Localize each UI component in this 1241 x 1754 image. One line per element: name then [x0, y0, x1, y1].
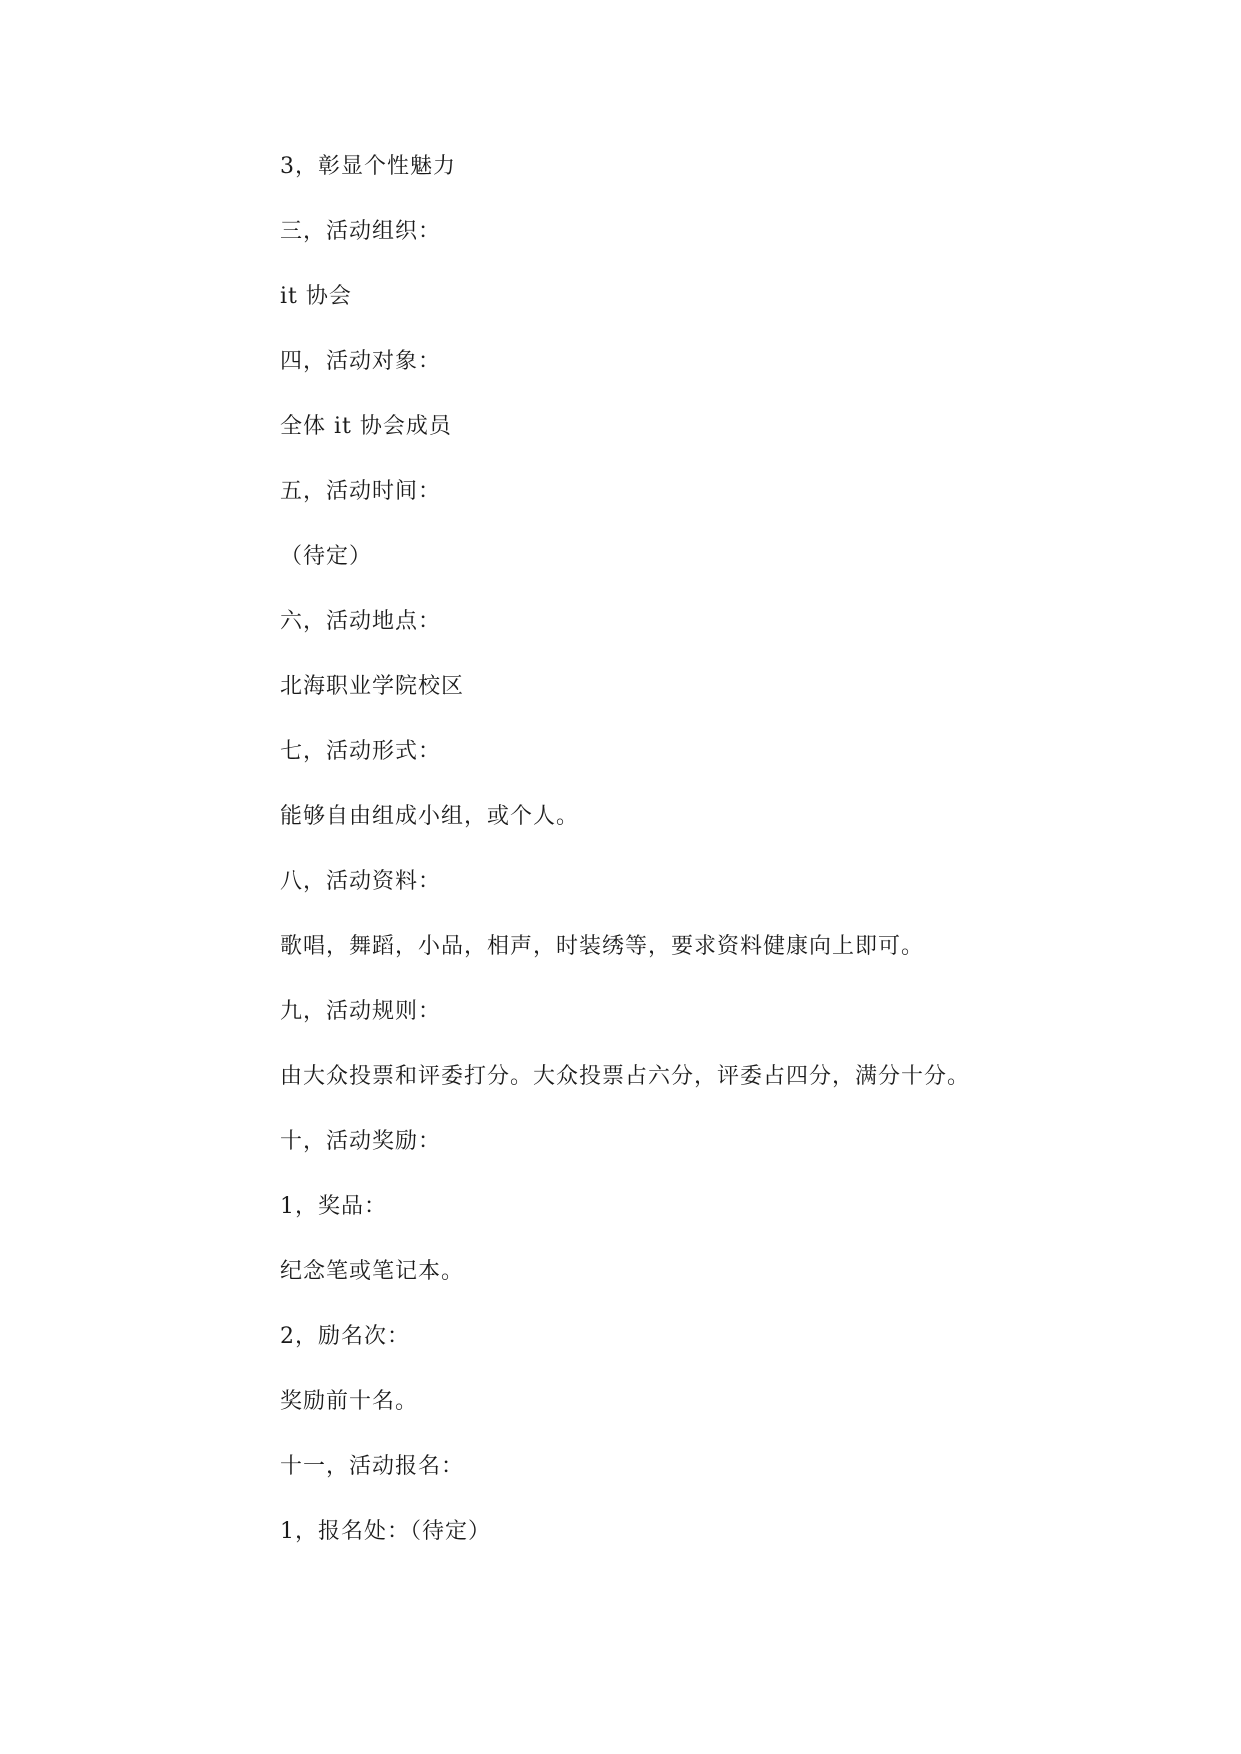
text-line: 由大众投票和评委打分。大众投票占六分，评委占四分，满分十分。	[280, 1064, 971, 1089]
text-line: （待定）	[280, 544, 373, 569]
text-line: 能够自由组成小组，或个人。	[280, 804, 580, 829]
text-line: 纪念笔或笔记本。	[280, 1259, 465, 1284]
text-line: 1，奖品：	[280, 1194, 387, 1219]
section-heading: 七，活动形式：	[280, 739, 442, 764]
section-heading: 十，活动奖励：	[280, 1129, 442, 1154]
section-heading: 八，活动资料：	[280, 869, 442, 894]
text-line: 全体 it 协会成员	[280, 414, 452, 439]
section-heading: 三，活动组织：	[280, 219, 442, 244]
text-line: 北海职业学院校区	[280, 674, 465, 699]
text-line: 奖励前十名。	[280, 1389, 419, 1414]
section-heading: 十一，活动报名：	[280, 1454, 465, 1479]
text-line: it 协会	[280, 284, 352, 309]
text-line: 3，彰显个性魅力	[280, 154, 456, 179]
section-heading: 五，活动时间：	[280, 479, 442, 504]
text-line: 2，励名次：	[280, 1324, 410, 1349]
text-line: 歌唱，舞蹈，小品，相声，时装绣等，要求资料健康向上即可。	[280, 934, 925, 959]
section-heading: 四，活动对象：	[280, 349, 442, 374]
section-heading: 九，活动规则：	[280, 999, 442, 1024]
section-heading: 六，活动地点：	[280, 609, 442, 634]
text-line: 1，报名处：（待定）	[280, 1519, 491, 1544]
